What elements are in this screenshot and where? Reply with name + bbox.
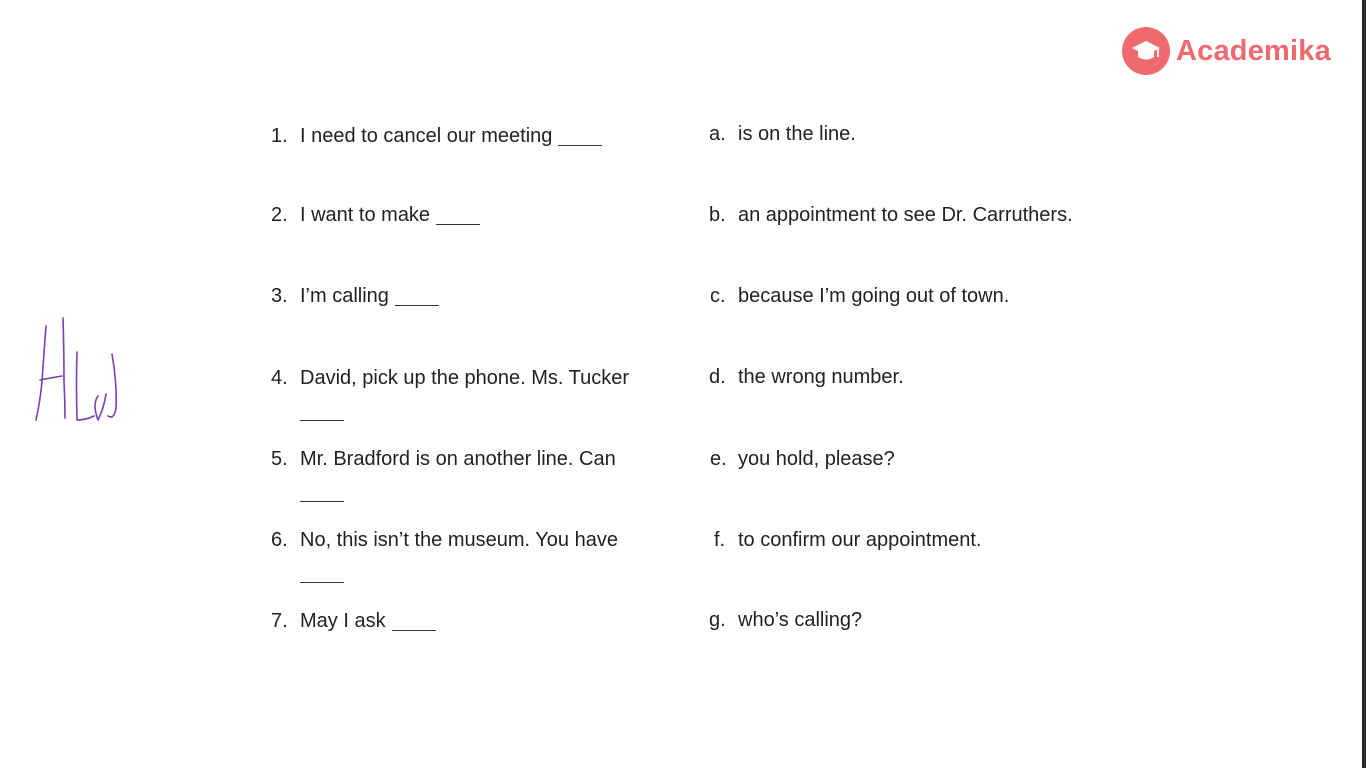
item-text [300, 116, 602, 157]
item-number: 5. [271, 448, 288, 470]
ending-item-c [710, 276, 1010, 317]
item-number: 1. [271, 125, 288, 147]
item-text [300, 601, 436, 642]
answer-blank [300, 582, 344, 583]
ending-text: who’s calling? [738, 609, 863, 631]
ending-text: the wrong number. [738, 366, 904, 388]
ending-item-f [714, 520, 982, 561]
item-text-content: I’m calling [300, 285, 389, 307]
list-item-5 [271, 439, 616, 480]
item-text: No, this isn’t the museum. You have [300, 529, 618, 551]
ending-item-d [709, 357, 904, 398]
item-letter: g. [709, 609, 726, 631]
answer-blank [436, 223, 480, 225]
item-text-content: I want to make [300, 204, 431, 226]
item-number: 3. [271, 285, 288, 307]
graduation-cap-icon [1122, 27, 1170, 75]
answer-blank [300, 501, 344, 502]
answer-blank [395, 304, 439, 306]
item-number: 2. [271, 204, 288, 226]
list-item-2 [271, 195, 431, 236]
list-item-3 [271, 276, 389, 317]
scrollbar-edge[interactable] [1362, 0, 1366, 768]
item-letter: d. [709, 366, 726, 388]
answer-blank [558, 144, 602, 146]
item-letter: f. [714, 529, 726, 551]
item-letter: c. [710, 285, 726, 307]
item-text [300, 276, 439, 317]
item-text-content: I need to cancel our meeting [300, 125, 553, 147]
ending-item-a [709, 114, 856, 155]
list-item-4 [271, 358, 630, 399]
item-text-content: May I ask [300, 610, 386, 632]
ending-item-e [710, 439, 895, 480]
item-letter: e. [710, 448, 727, 470]
ending-text: you hold, please? [738, 448, 895, 470]
item-letter: b. [709, 204, 726, 226]
item-text [300, 195, 480, 236]
brand-name: Academika [1176, 34, 1331, 67]
ending-text: because I’m going out of town. [738, 285, 1010, 307]
ending-text: to confirm our appointment. [738, 529, 982, 551]
list-item-7 [271, 601, 386, 642]
item-text: Mr. Bradford is on another line. Can [300, 448, 616, 470]
list-item-6 [271, 520, 618, 561]
item-text: David, pick up the phone. Ms. Tucker [300, 367, 630, 389]
answer-blank [300, 420, 344, 421]
item-letter: a. [709, 123, 726, 145]
ending-text: an appointment to see Dr. Carruthers. [738, 204, 1073, 226]
ending-item-b [709, 195, 1073, 236]
item-number: 7. [271, 610, 288, 632]
item-number: 4. [271, 367, 288, 389]
item-number: 6. [271, 529, 288, 551]
ending-item-g [709, 600, 863, 641]
handwriting-scribble [30, 312, 130, 427]
answer-blank [392, 629, 436, 631]
list-item-1 [271, 116, 553, 157]
ending-text: is on the line. [738, 123, 856, 145]
academika-logo [1122, 26, 1331, 76]
